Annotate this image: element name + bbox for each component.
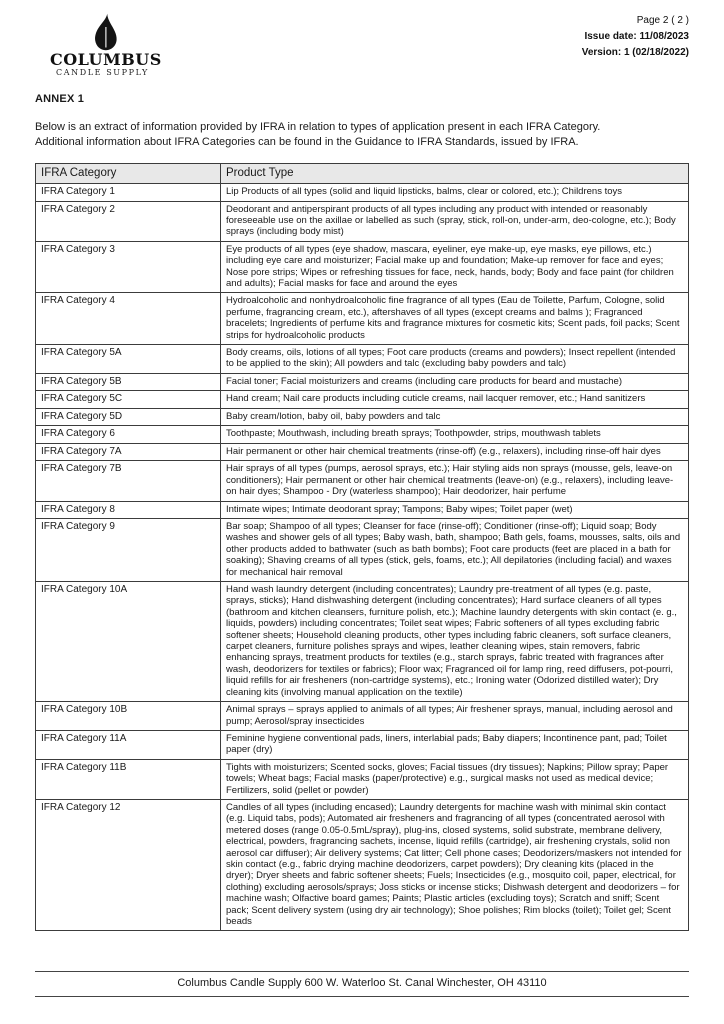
- table-row: [36, 293, 689, 345]
- ifra-category-cell: IFRA Category 7B: [36, 461, 221, 501]
- table-row: [36, 201, 689, 241]
- ifra-category-cell: IFRA Category 6: [36, 426, 221, 444]
- product-type-cell: Hand cream; Nail care products including cuticle creams, nail lacquer remover, etc.; Hand sanitizers: [221, 391, 689, 409]
- ifra-category-cell: IFRA Category 10A: [36, 582, 221, 702]
- product-type-cell: Eye products of all types (eye shadow, mascara, eyeliner, eye make-up, eye masks, eye pillows, etc.) including eye care and moisturizer; Facial make up and foundation; Make-up remover for face and eyes; Nose pore strips; Wipes or refreshing tissues for face, neck, hands, body; Body and face paint (for children and adults); Facial masks for face and around the eyes: [221, 241, 689, 293]
- product-type-cell: Baby cream/lotion, baby oil, baby powders and talc: [221, 408, 689, 426]
- ifra-category-cell: IFRA Category 11B: [36, 759, 221, 799]
- candle-flame-icon: [90, 13, 200, 51]
- product-type-cell: Intimate wipes; Intimate deodorant spray; Tampons; Baby wipes; Toilet paper (wet): [221, 501, 689, 519]
- product-type-cell: Deodorant and antiperspirant products of all types including any product with intended or reasonably foreseeable use on the axillae or labelled as such (spray, stick, roll-on, under-arm, deo-cologne, etc.); Body sprays (including body mist): [221, 201, 689, 241]
- ifra-category-cell: IFRA Category 8: [36, 501, 221, 519]
- table-row: [36, 461, 689, 501]
- page-header: [0, 0, 724, 77]
- page-footer: [35, 971, 689, 997]
- table-row: [36, 702, 689, 731]
- intro-line-1: Below is an extract of information provided by IFRA in relation to types of application present in each IFRA Category.: [35, 121, 601, 133]
- product-type-cell: Body creams, oils, lotions of all types; Foot care products (creams and powders); Insect repellent (intended to be applied to the skin); All powders and talc (excluding baby powders and talc): [221, 344, 689, 373]
- product-type-cell: Toothpaste; Mouthwash, including breath sprays; Toothpowder, strips, mouthwash tablets: [221, 426, 689, 444]
- table-row: [36, 408, 689, 426]
- product-type-cell: Hydroalcoholic and nonhydroalcoholic fine fragrance of all types (Eau de Toilette, Parfum, Cologne, solid perfume, fragrancing cream, etc.), aftershaves of all types (except creams and balms ); Fragranced bracelets; Ingredients of perfume kits and fragrance mixtures for cosmetic kits; Scent pads, foil packs; Scent strips for hydroalcoholic products: [221, 293, 689, 345]
- table-row: [36, 241, 689, 293]
- product-type-cell: Bar soap; Shampoo of all types; Cleanser for face (rinse-off); Conditioner (rinse-off); Liquid soap; Body washes and shower gels of all types; Baby wash, bath, shampoo; Bath gels, foams, mousses, salts, oils and other products added to bathwater (such as bath bombs); Foot care products (feet are placed in a bath for soaking); Shaving creams of all types (stick, gels, foams, etc.); All depilatories (including facial) and waxes for mechanical hair removal: [221, 519, 689, 582]
- product-type-cell: Hair permanent or other hair chemical treatments (rinse-off) (e.g., relaxers), including rinse-off hair dyes: [221, 443, 689, 461]
- page-number: Page 2 ( 2 ): [636, 15, 689, 26]
- ifra-category-table: [35, 163, 689, 931]
- ifra-category-cell: IFRA Category 3: [36, 241, 221, 293]
- table-row: [36, 799, 689, 930]
- ifra-category-cell: IFRA Category 5B: [36, 373, 221, 391]
- ifra-category-cell: IFRA Category 10B: [36, 702, 221, 731]
- product-type-cell: Lip Products of all types (solid and liquid lipsticks, balms, clear or colored, etc.); Childrens toys: [221, 184, 689, 202]
- table-row: [36, 501, 689, 519]
- logo-company-name: COLUMBUS: [50, 50, 162, 69]
- intro-line-2: Additional information about IFRA Categories can be found in the Guidance to IFRA Standards, issued by IFRA.: [35, 136, 579, 148]
- product-type-cell: Hair sprays of all types (pumps, aerosol sprays, etc.); Hair styling aids non sprays (mousse, gels, leave-on conditioners); Hair permanent or other hair chemical treatments (leave-on) (e.g., relaxers), including leave-on hair dyes; Shampoo - Dry (waterless shampoo); Hair deodorizer, hair perfume: [221, 461, 689, 501]
- table-row: [36, 426, 689, 444]
- ifra-category-cell: IFRA Category 5C: [36, 391, 221, 409]
- logo-tagline: CANDLE SUPPLY: [56, 68, 149, 77]
- issue-date: Issue date: 11/08/2023: [584, 31, 689, 42]
- table-row: [36, 391, 689, 409]
- table-row: [36, 730, 689, 759]
- footer-address: Columbus Candle Supply 600 W. Waterloo St. Canal Winchester, OH 43110: [177, 977, 547, 989]
- column-header-ifra-category: IFRA Category: [36, 164, 221, 184]
- company-logo: [50, 13, 200, 77]
- table-row: [36, 443, 689, 461]
- product-type-cell: Tights with moisturizers; Scented socks, gloves; Facial tissues (dry tissues); Napkins; Pillow spray; Paper towels; Wheat bags; Facial masks (paper/protective) e.g., surgical masks not used as medical device; Fertilizers, solid (pellet or powder): [221, 759, 689, 799]
- annex-title: ANNEX 1: [35, 93, 85, 105]
- table-row: [36, 184, 689, 202]
- ifra-category-cell: IFRA Category 5D: [36, 408, 221, 426]
- ifra-category-cell: IFRA Category 1: [36, 184, 221, 202]
- ifra-category-cell: IFRA Category 5A: [36, 344, 221, 373]
- table-row: [36, 373, 689, 391]
- ifra-table-body: [36, 184, 689, 931]
- column-header-product-type: Product Type: [221, 164, 689, 184]
- ifra-category-cell: IFRA Category 9: [36, 519, 221, 582]
- ifra-category-cell: IFRA Category 12: [36, 799, 221, 930]
- document-metadata: [582, 13, 689, 61]
- table-row: [36, 519, 689, 582]
- ifra-category-cell: IFRA Category 7A: [36, 443, 221, 461]
- table-row: [36, 582, 689, 702]
- table-header-row: [36, 164, 689, 184]
- ifra-category-cell: IFRA Category 2: [36, 201, 221, 241]
- product-type-cell: Animal sprays – sprays applied to animals of all types; Air freshener sprays, manual, including aerosol and pump; Aerosol/spray insecticides: [221, 702, 689, 731]
- product-type-cell: Feminine hygiene conventional pads, liners, interlabial pads; Baby diapers; Incontinence pant, pad; Toilet paper (dry): [221, 730, 689, 759]
- ifra-category-cell: IFRA Category 4: [36, 293, 221, 345]
- product-type-cell: Candles of all types (including encased); Laundry detergents for machine wash with minimal skin contact (e.g. Liquid tabs, pods); Automated air fresheners and fragrancing of all types (concentrated aerosol with metered doses (range 0.05-0.5mL/spray), plug-ins, closed systems, solid substrate, membrane delivery, electrical, powders, fragrancing sachets, incense, liquid refills (cartridge), air freshening crystals, solid non aerosol car diffuser); Air delivery systems; Cat litter; Cell phone cases; Deodorizers/maskers not intended for skin contact (e.g., fabric drying machine deodorizers, carpet powders); Dry cleaning kits (placed in the dryer); Dryer sheets and fabric softener sheets; Fuels; Insecticides (e.g., mosquito coil, paper, electrical, for clothing) excluding aerosols/sprays; Joss sticks or incense sticks; Dishwash detergent and deodorizers – for machine wash; Olfactive board games; Paints; Plastic articles (excluding toys); Scratch and sniff; Scent pack; Scent delivery system (using dry air technology); Shoe polishes; Rim blocks (toilet); Toilet gel; Scent beads: [221, 799, 689, 930]
- table-row: [36, 759, 689, 799]
- table-row: [36, 344, 689, 373]
- ifra-category-cell: IFRA Category 11A: [36, 730, 221, 759]
- version: Version: 1 (02/18/2022): [581, 47, 689, 58]
- product-type-cell: Hand wash laundry detergent (including concentrates); Laundry pre-treatment of all types (e.g. paste, sprays, sticks); Hand dishwashing detergent (including concentrates); Hard surface cleaners of all types (bathroom and kitchen cleansers, furniture polish, etc.); Machine laundry detergents with skin contact (e. g., liquids, powders) including concentrates; Toilet seat wipes; Fabric softeners of all types excluding fabric softener sheets; Household cleaning products, other types including fabric cleaners, soft surface cleaners, carpet cleaners, furniture polishes sprays and wipes, leather cleaning wipes, stain removers, fabric enhancing sprays, treatment products for textiles (e.g., starch sprays, fabric treated with fragrances after wash, deodorizers for textiles or fabrics); Floor wax; Fragranced oil for lamp ring, reed diffusers, pot-pourri, liquid refills for air fresheners (non-cartridge systems), etc.; Ironing water (Odorized distilled water); Dry cleaning kits (involving manual application on the textile): [221, 582, 689, 702]
- intro-paragraph: [35, 120, 689, 150]
- product-type-cell: Facial toner; Facial moisturizers and creams (including care products for beard and mustache): [221, 373, 689, 391]
